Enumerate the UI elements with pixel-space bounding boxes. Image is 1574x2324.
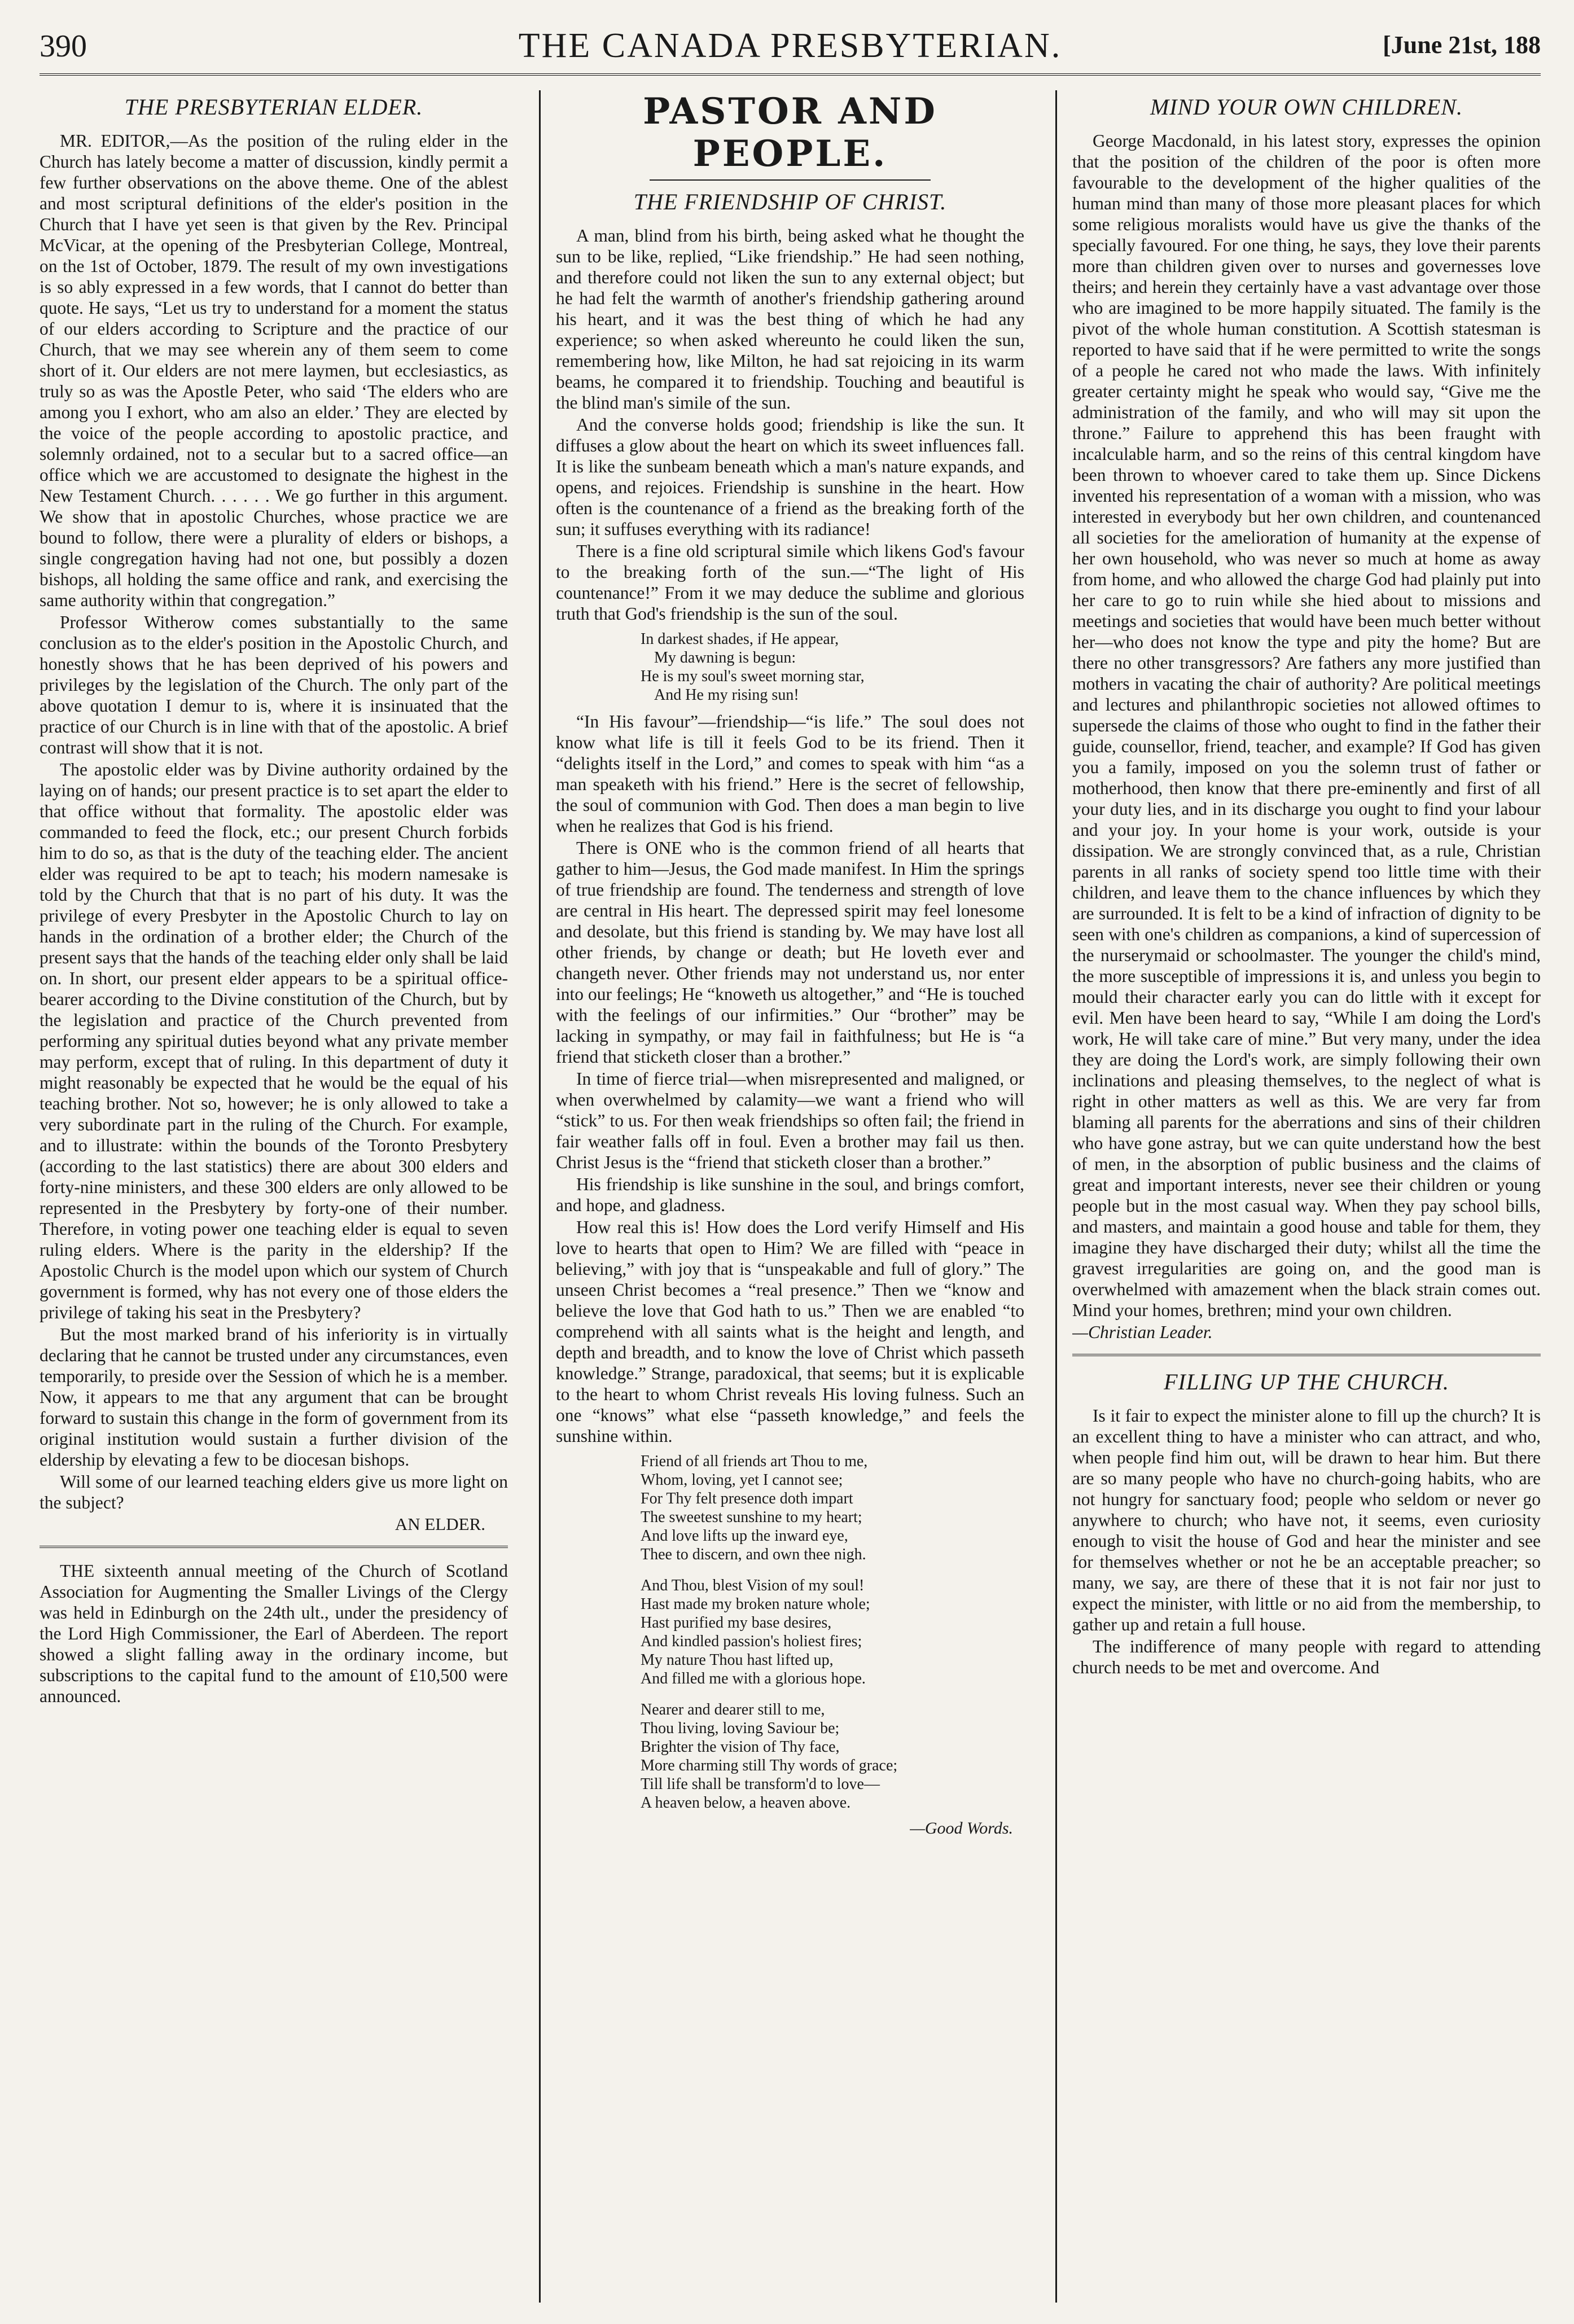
masthead bbox=[40, 23, 1541, 76]
article-paragraph: In time of fierce trial—when misrepresented and maligned, or when overwhelmed by calamity—we want a friend who will “stick” to us. For then weak friendships so often fail; the friend in fair weather falls off in foul. Even a brother may fail us then. Christ Jesus is the “friend that sticketh closer than a brother.” bbox=[556, 1069, 1024, 1172]
column-3 bbox=[1072, 90, 1541, 2308]
article-paragraph: There is ONE who is the common friend of all hearts that gather to him—Jesus, the God made manifest. In Him the springs of true friendship are found. The tenderness and strength of love are central in His heart. The depressed spirit may feel lonesome and desolate, but this friend is standing by. We may have lost all other friends, by change or death; but He loveth ever and changeth never. Other friends may not understand us, nor enter into our feelings; He “knoweth us altogether,” and “He is touched with the feelings of our infirmities.” Our “brother” may be lacking in sympathy, or may fail in faithfulness; but He is “a friend that sticketh closer than a brother.” bbox=[556, 838, 1024, 1067]
poem-line: In darkest shades, if He appear, bbox=[641, 630, 839, 648]
poem-line: Nearer and dearer still to me, bbox=[641, 1701, 825, 1718]
poem-line: Hast made my broken nature whole; bbox=[641, 1595, 870, 1613]
article-heading: THE PRESBYTERIAN ELDER. bbox=[124, 94, 423, 120]
poem-line: My nature Thou hast lifted up, bbox=[641, 1651, 834, 1669]
poem-line: Thee to discern, and own thee nigh. bbox=[641, 1546, 866, 1563]
article-paragraph: The indifference of many people with regard to attending church needs to be met and overcome. And bbox=[1072, 1637, 1541, 1677]
article-paragraph: And the converse holds good; friendship is like the sun. It diffuses a glow about the heart on which its sweet influences fall. It is like the sunbeam beneath which a man's nature expands, and opens, and rejoices. Friendship is sunshine in the heart. How often is the countenance of a friend as the breaking forth of the sun; it suffuses everything with its radiance! bbox=[556, 415, 1024, 539]
poem-line: Brighter the vision of Thy face, bbox=[641, 1738, 840, 1756]
poem-line: Thou living, loving Saviour be; bbox=[641, 1720, 840, 1737]
stanza-gap bbox=[641, 1688, 1024, 1700]
article-paragraph: “In His favour”—friendship—“is life.” The soul does not know what life is till it feels God to be its friend. Then it “delights itself in the Lord,” and comes to speak with him “as a man speaketh with his friend.” Here is the secret of fellowship, the soul of communion with God. Then does a man begin to live when he realizes that God is his friend. bbox=[556, 712, 1024, 836]
poem-line: And Thou, blest Vision of my soul! bbox=[641, 1577, 865, 1594]
poem-line: He is my soul's sweet morning star, bbox=[641, 668, 865, 685]
newspaper-title: THE CANADA PRESBYTERIAN. bbox=[518, 27, 1062, 65]
article-paragraph: There is a fine old scriptural simile which likens God's favour to the breaking forth of the sun.—“The light of His countenance!” From it we may deduce the sublime and glorious truth that God's friendship is the sun of the soul. bbox=[556, 541, 1024, 624]
article-heading: MIND YOUR OWN CHILDREN. bbox=[1150, 94, 1463, 120]
stanza-gap bbox=[641, 1564, 1024, 1576]
article-paragraph: MR. EDITOR,—As the position of the ruling elder in the Church has lately become a matter of discussion, kindly permit a few further observations on the above theme. One of the ablest and most scriptural definitions of the elder's position in the Church that I have yet seen is that given by the Rev. Principal McVicar, at the opening of the Presbyterian College, Montreal, on the 1st of October, 1879. The result of my own investigations is so ably expressed in a few words, that I cannot do better than quote. He says, “Let us try to understand for a moment the status of our elders according to Scripture and the practice of our Church, that we may see wherein any of them seem to come short of it. Our elders are not mere laymen, but ecclesiastics, as truly so as was the Apostle Peter, who said ‘The elders who are among you I exhort, who am also an elder.’ They are elected by the voice of the people according to apostolic practice, and solemnly ordained, not to a secular but to a sacred office—an office which we are accustomed to designate the highest in the New Testament Church. . . . . . We go further in this argument. We show that in apostolic Churches, whose practice we are bound to follow, there were a plurality of elders or bishops, a single congregation having had not one, but possibly a dozen bishops, all holding the same office and rank, and exercising the same authority within that congregation.” bbox=[40, 131, 508, 610]
poem-line: The sweetest sunshine to my heart; bbox=[641, 1509, 862, 1526]
article-paragraph: Will some of our learned teaching elders give us more light on the subject? bbox=[40, 1472, 508, 1512]
article-heading: THE FRIENDSHIP OF CHRIST. bbox=[633, 189, 947, 214]
article-paragraph: His friendship is like sunshine in the soul, and brings comfort, and hope, and gladness. bbox=[556, 1174, 1024, 1215]
issue-date: [June 21st, 188 bbox=[1383, 31, 1541, 59]
poem-line: My dawning is begun: bbox=[654, 649, 796, 666]
column-1 bbox=[40, 90, 508, 2308]
section-divider bbox=[1072, 1354, 1541, 1356]
article-paragraph: But the most marked brand of his inferiority is in virtually declaring that he cannot be trusted under any circumstances, even temporarily, to preside over the Session of which he is a member. Now, it appears to me that any argument that can be brought forward to sustain this change in the form of government from its original institution would sustain a further division of the eldership by elevating a few to be diocesan bishops. bbox=[40, 1325, 508, 1470]
poem-verse bbox=[641, 630, 1024, 704]
article-signature: AN ELDER. bbox=[394, 1514, 485, 1534]
article-paragraph: How real this is! How does the Lord verify Himself and His love to hearts that open to Him? We are filled with “peace in believing,” with joy that is “unspeakable and full of glory.” The unseen Christ becomes a “real presence.” Then we “know and believe the love that God hath to us.” Then we are enabled “to comprehend with all saints what is the height and length, and depth and breadth, and to know the love of Christ which passeth knowledge.” Strange, paradoxical, that seems; but it is explicable to the heart to whom Christ reveals His loving fulness. Such an one “knows” what else “passeth knowledge,” and feels the sunshine within. bbox=[556, 1217, 1024, 1446]
poem-line: And filled me with a glorious hope. bbox=[641, 1670, 866, 1687]
page-number: 390 bbox=[40, 29, 87, 64]
title-rule bbox=[650, 179, 931, 181]
column-rule bbox=[1055, 90, 1057, 2303]
article-paragraph: A man, blind from his birth, being asked what he thought the sun to be like, replied, “Like friendship.” He had seen nothing, and therefore could not liken the sun to any external object; but he had felt the warmth of another's friendship gathering around his heart, and it was the best thing of which he had any experience; so when asked whereunto he could liken the sun, remembering how, like Milton, he had sat rejoicing in its warm beams, he compared it to friendship. Touching and beautiful is the blind man's simile of the sun. bbox=[556, 226, 1024, 413]
article-paragraph: Professor Witherow comes substantially to the same conclusion as to the elder's position in the Apostolic Church, and honestly shows that he has been deprived of his powers and privileges by the legislation of the Church. The only part of the above quotation I demur to is, where it is insinuated that the practice of our Church is in line with that of the apostolic. A brief contrast will show that it is not. bbox=[40, 612, 508, 757]
article-paragraph: George Macdonald, in his latest story, expresses the opinion that the position of the children of the poor is often more favourable to the development of the higher qualities of the human mind than many of those more pleasant places for which some religious moralists would have us give the thanks of the specially favoured. For one thing, he says, they love their parents more than children given over to nurses and governesses love theirs; and herein they certainly have a vast advantage over those who are imagined to be more happily situated. The family is the pivot of the whole human constitution. A Scottish statesman is reported to have said that if he were permitted to write the songs of a people he cared not who made the laws. With infinitely greater certainty might he speak who would say, “Give me the administration of the family, and who will may sit upon the throne.” Failure to apprehend this has been fraught with incalculable harm, and so the reins of this central kingdom have been thrown to whoever cared to take them up. Since Dickens invented his representation of a woman with a mission, who was interested in everybody but her own children, and countenanced all societies for the amelioration of humanity at the expense of her own household, who was never so much at home as away from home, and who allowed the charge God had plainly put into her care to go to ruin while she hied about to missions and meetings and societies that would have been much better without her—who does not know the type and pity the home? But are there no other transgressors? Are fathers any more justified than mothers in vacating the chair of authority? Are political meetings and lectures and philanthropic societies not allowed oftimes to supersede the claims of those who ought to find in the father their guide, counsellor, friend, teacher, and example? If God has given you a family, imposed on you the solemn trust of father or motherhood, then know that there pre-eminently and first of all your duty lies, and in its discharge you ought to find your labour and your joy. In your home is your work, outside is your dissipation. We are strongly convinced that, as a rule, Christian parents in all ranks of society spend too little time with their children, and leave them to the chance influences by which they are surrounded. It is felt to be a kind of infraction of dignity to be seen with one's children as companions, a kind of supercession of the nurserymaid or schoolmaster. The younger the child's mind, the more susceptible of impressions it is, and unless you begin to mould their character early you can do little with it except for evil. Men have been heard to say, “While I am doing the Lord's work, He will take care of mine.” But very many, under the idea they are doing the Lord's work, are simply following their own inclinations and pleasing themselves, to the neglect of what is right in other matters as well as this. We are very far from blaming all parents for the aberrations and sins of their children who have gone astray, but we can quite understand how the best of men, in the absorption of public business and the claims of great and important interests, never see their children or young people but in the most casual way. When they pay school bills, and masters, and maintain a good house and table for them, they imagine they have discharged their duty; whilst all the time the gravest irregularities are going on, and the good man is overwhelmed with amazement when the black strain comes out. Mind your homes, brethren; mind your own children. bbox=[1072, 131, 1541, 1320]
column-rule bbox=[539, 90, 541, 2303]
article-source: —Christian Leader. bbox=[1072, 1322, 1213, 1342]
poem-line: And love lifts up the inward eye, bbox=[641, 1527, 848, 1545]
article-paragraph: Is it fair to expect the minister alone to fill up the church? It is an excellent thing to have a minister who can attract, and who, when people find him out, will be drawn to hear him. But there are so many people who have no church-going habits, who are not hungry for sanctuary food; people who seldom or never go anywhere to church; who have not, it seems, even curiosity enough to visit the house of God and hear the minister and see for themselves whether or not he be an acceptable preacher; so many, we say, are there of these that it is not fair nor just to expect the minister, with little or no aid from the membership, to gather up and retain a full house. bbox=[1072, 1406, 1541, 1634]
poem-line: Till life shall be transform'd to love— bbox=[641, 1775, 880, 1793]
article-heading: FILLING UP THE CHURCH. bbox=[1164, 1369, 1449, 1395]
news-note: THE sixteenth annual meeting of the Church of Scotland Association for Augmenting the Smaller Livings of the Clergy was held in Edinburgh on the 24th ult., under the presidency of the Lord High Commissioner, the Earl of Aberdeen. The report showed a slight falling away in the ordinary income, but subscriptions to the capital fund to the amount of £10,500 were announced. bbox=[40, 1561, 508, 1706]
poem-line: For Thy felt presence doth impart bbox=[641, 1490, 853, 1507]
article-source: —Good Words. bbox=[910, 1819, 1013, 1838]
poem-line: And He my rising sun! bbox=[654, 686, 799, 704]
section-divider bbox=[40, 1546, 508, 1548]
section-title: PASTOR AND PEOPLE. bbox=[643, 90, 937, 175]
poem-line: Whom, loving, yet I cannot see; bbox=[641, 1471, 843, 1489]
poem-line: A heaven below, a heaven above. bbox=[641, 1794, 851, 1812]
poem-verse bbox=[641, 1452, 1024, 1812]
article-paragraph: The apostolic elder was by Divine authority ordained by the laying on of hands; our present practice is to set apart the elder to that office without that formality. The apostolic elder was commanded to feed the flock, etc.; our present Church forbids him to do so, as that is the duty of the teaching elder. The ancient elder was required to be apt to teach; his modern namesake is told by the Church that that is no part of his duty. It was the privilege of every Presbyter in the Apostolic Church to lay on hands in the ordination of a brother elder; the Church of the present says that the hands of the teaching elder only shall be laid on. In short, our present elder appears to be a spiritual office-bearer according to the Divine constitution of the Church, but by the legislation and practice of the Church prevented from performing any spiritual duties beyond what any private member may perform, except that of ruling. In this department of duty it might reasonably be expected that he would be the equal of his teaching brother. Not so, however; he is only allowed to take a very subordinate part in the ruling of the Church. For example, and to illustrate: within the bounds of the Toronto Presbytery (according to the last statistics) there are about 300 elders and forty-nine ministers, and these 300 elders are only allowed to be represented in the Presbytery by forty-one of their number. Therefore, in voting power one teaching elder is equal to seven ruling elders. Where is the parity in the eldership? If the Apostolic Church is the model upon which our system of Church government is formed, why has not every one of those elders the privilege of taking his seat in the Presbytery? bbox=[40, 760, 508, 1322]
poem-line: Friend of all friends art Thou to me, bbox=[641, 1453, 868, 1470]
column-2 bbox=[556, 90, 1024, 2308]
poem-line: More charming still Thy words of grace; bbox=[641, 1757, 898, 1774]
poem-line: And kindled passion's holiest fires; bbox=[641, 1633, 862, 1650]
poem-line: Hast purified my base desires, bbox=[641, 1614, 832, 1632]
